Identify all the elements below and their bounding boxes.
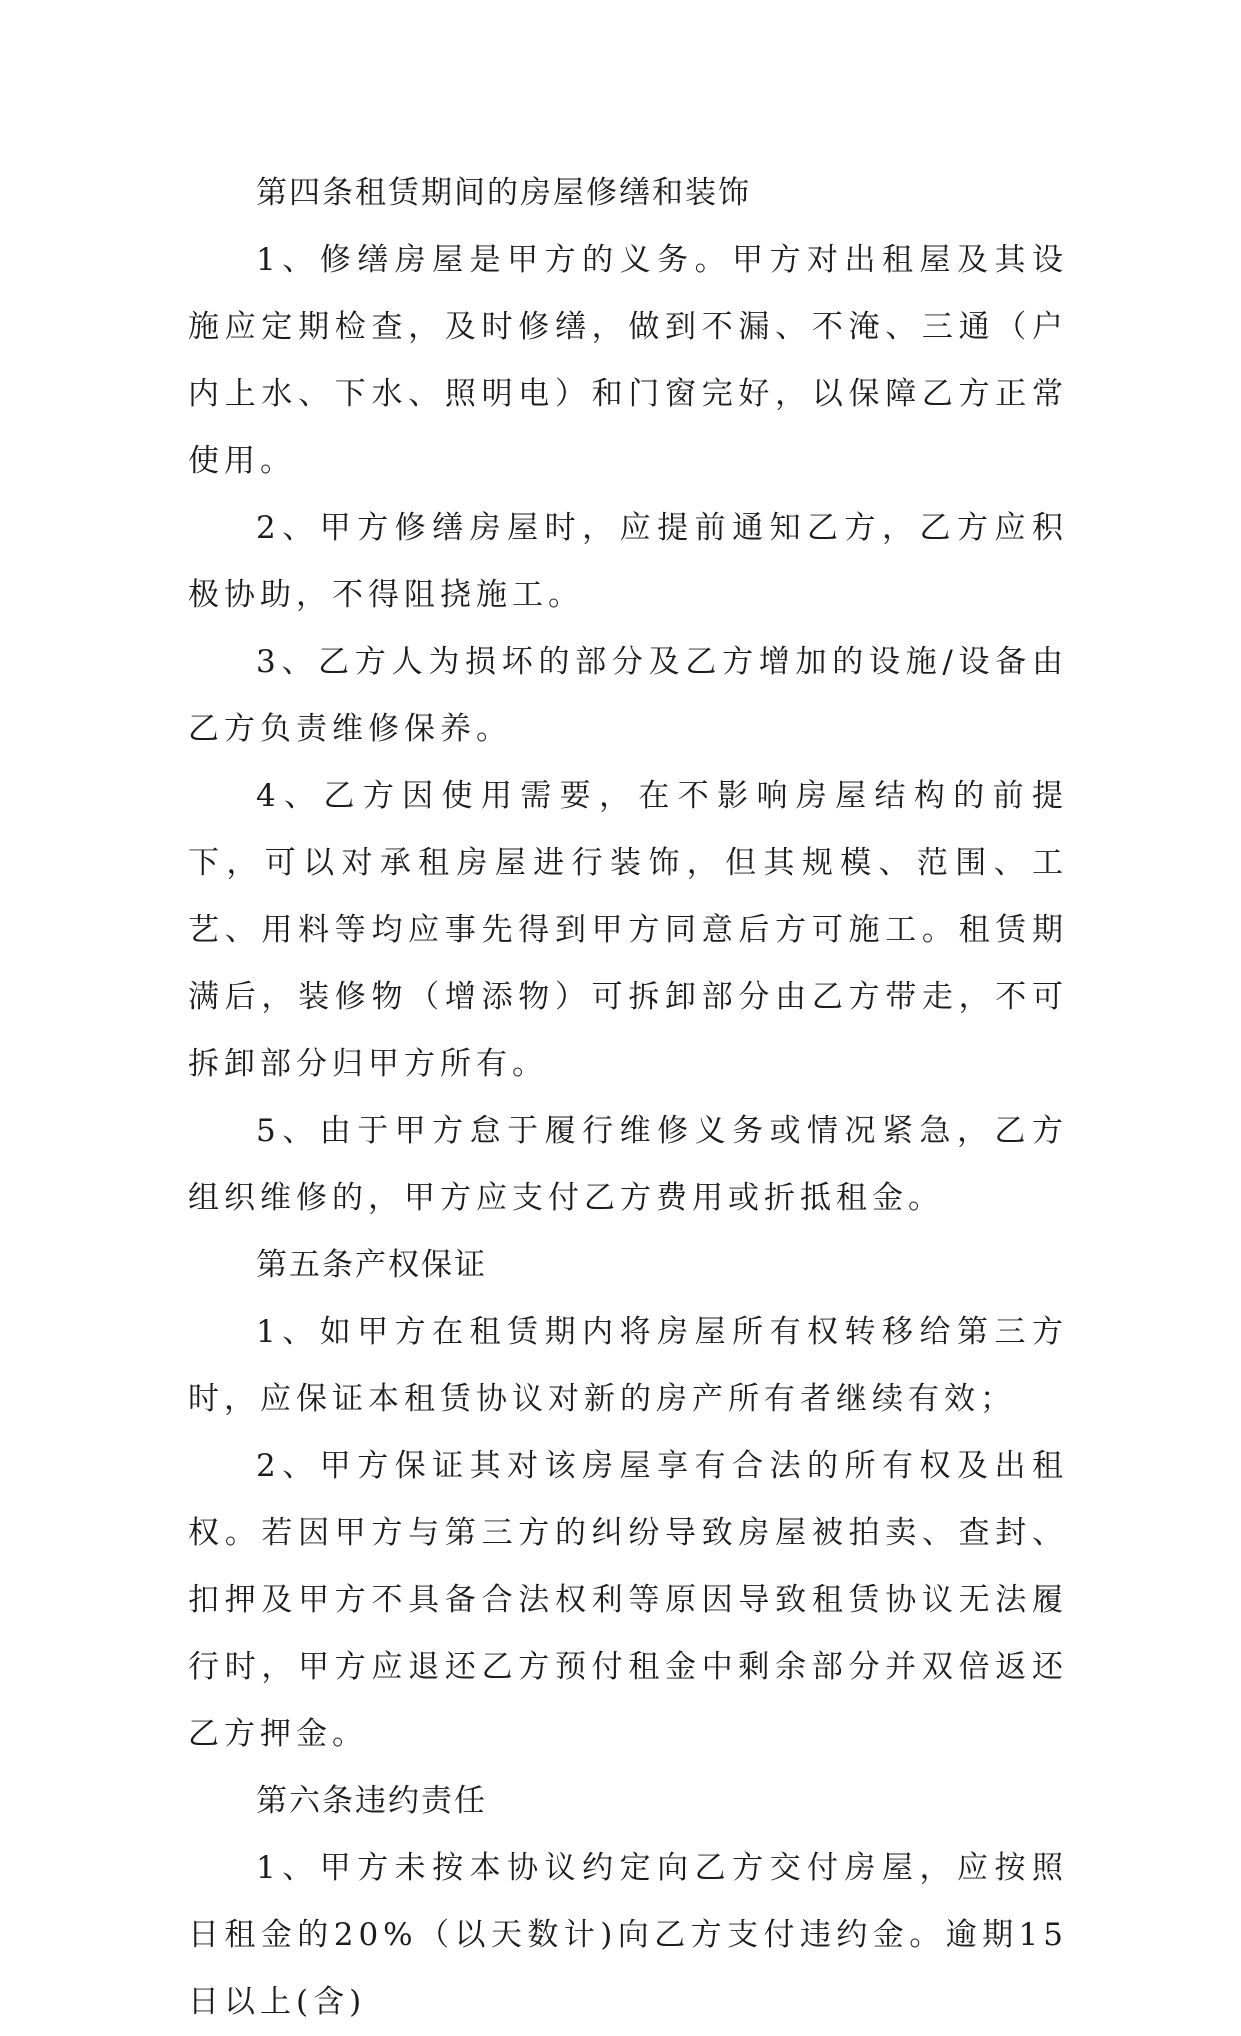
clause-4-1: 1、修缮房屋是甲方的义务。甲方对出租屋及其设施应定期检查，及时修缮，做到不漏、不淹、三通（户内上水、下水、照明电）和门窗完好，以保障乙方正常使用。 [188,242,1068,479]
clause-4-3: 3、乙方人为损坏的部分及乙方增加的设施/设备由乙方负责维修保养。 [188,644,1068,747]
clause-6-1: 1、甲方未按本协议约定向乙方交付房屋，应按照日租金的20%（以天数计)向乙方支付违约金。逾期15日以上(含) [188,1850,1068,2020]
clause-4-5: 5、由于甲方怠于履行维修义务或情况紧急，乙方组织维修的，甲方应支付乙方费用或折抵租金。 [188,1113,1068,1216]
section-heading-6: 第六条违约责任 [256,1783,487,1819]
section-heading-4: 第四条租赁期间的房屋修缮和装饰 [256,175,751,211]
clause-5-1: 1、如甲方在租赁期内将房屋所有权转移给第三方时，应保证本租赁协议对新的房产所有者继续有效； [188,1314,1068,1417]
clause-5-2: 2、甲方保证其对该房屋享有合法的所有权及出租权。若因甲方与第三方的纠纷导致房屋被拍卖、查封、扣押及甲方不具备合法权利等原因导致租赁协议无法履行时，甲方应退还乙方预付租金中剩余部分并双倍返还乙方押金。 [188,1448,1068,1752]
clause-4-4: 4、乙方因使用需要，在不影响房屋结构的前提下，可以对承租房屋进行装饰，但其规模、范围、工艺、用料等均应事先得到甲方同意后方可施工。租赁期满后，装修物（增添物）可拆卸部分由乙方带走，不可拆卸部分归甲方所有。 [188,778,1068,1082]
clause-4-2: 2、甲方修缮房屋时，应提前通知乙方，乙方应积极协助，不得阻挠施工。 [188,510,1068,613]
document-body [188,160,1068,2036]
section-heading-5: 第五条产权保证 [256,1247,487,1283]
